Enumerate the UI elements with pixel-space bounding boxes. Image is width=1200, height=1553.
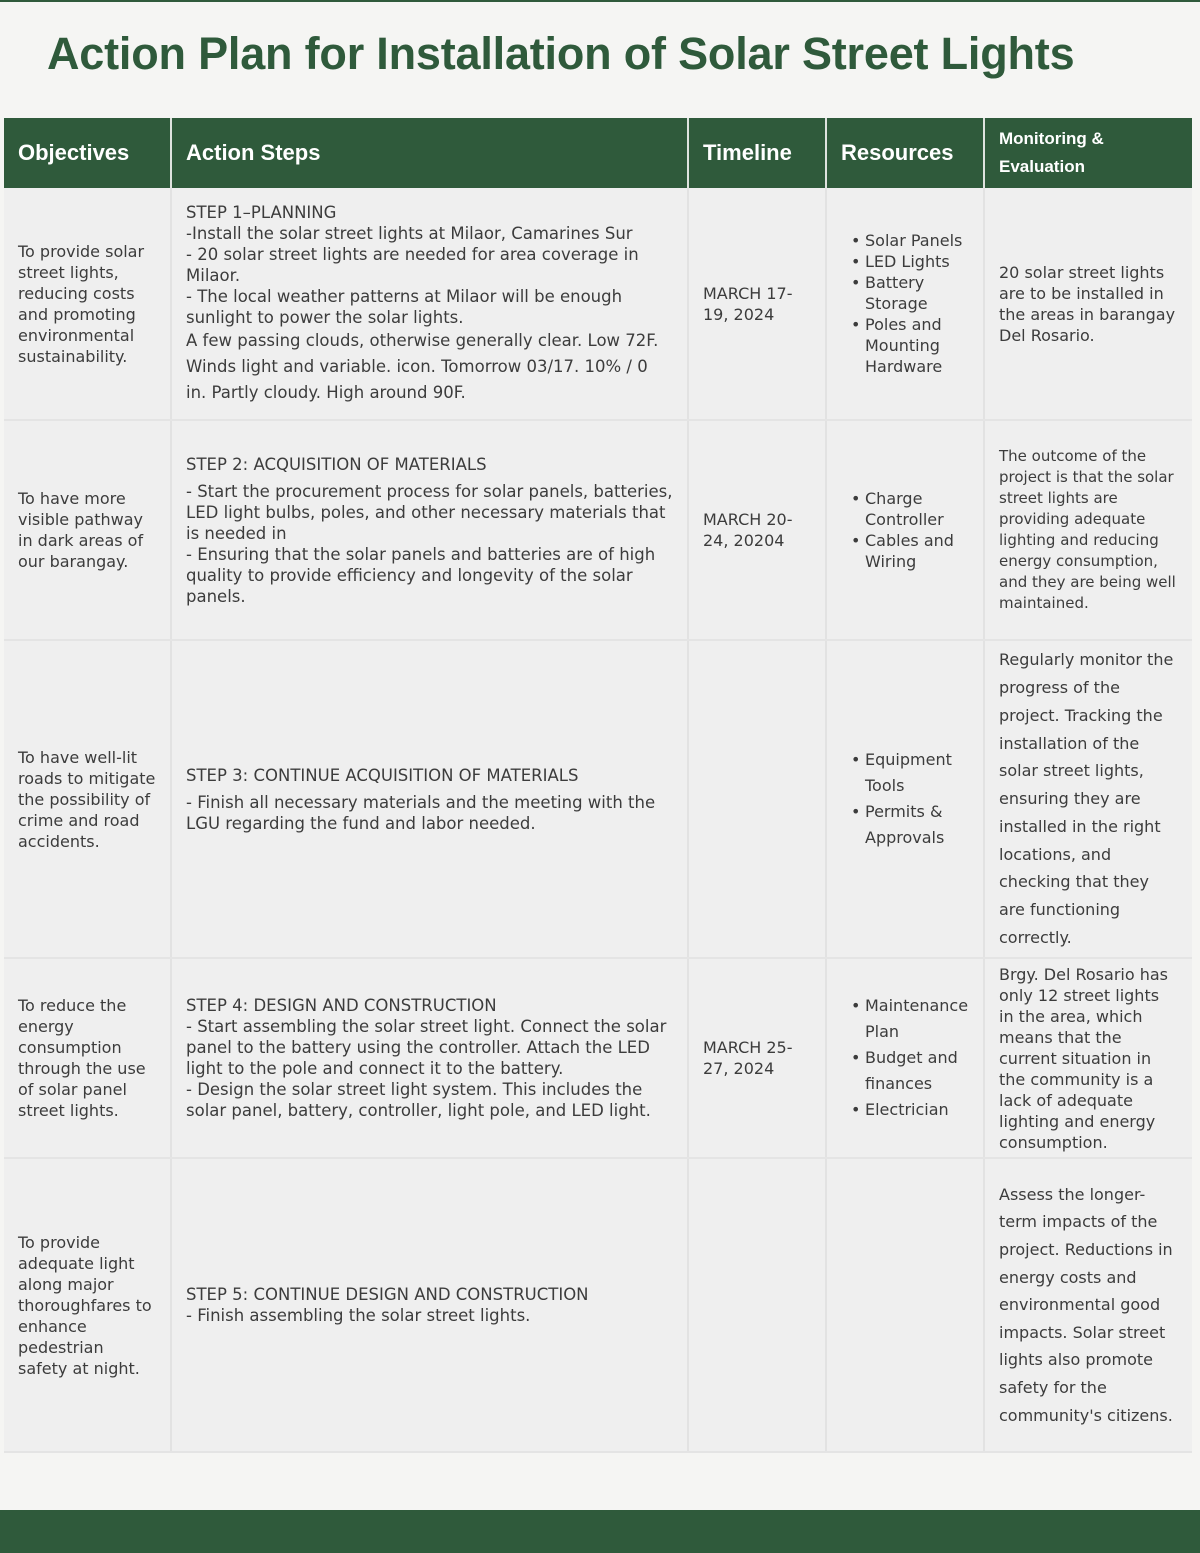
header-timeline: Timeline (688, 118, 826, 188)
monitoring-cell: Brgy. Del Rosario has only 12 street lights in the area, which means that the current situation in the community is a lack of adequate lighting and energy consumption. (984, 958, 1192, 1158)
resource-item: • Battery Storage (853, 272, 969, 314)
table-row (4, 1158, 1192, 1452)
action-steps-cell (171, 640, 688, 958)
objective-cell: To provide solar street lights, reducing costs and promoting environmental sustainability. (4, 188, 171, 420)
action-steps-cell (171, 420, 688, 640)
step-line: - Start assembling the solar street light. Connect the solar panel to the battery using the controller. Attach the LED light to the pole and connect it to the battery. (186, 1017, 667, 1078)
header-monitoring-evaluation: Monitoring & Evaluation (984, 118, 1192, 188)
step-title: STEP 5: CONTINUE DESIGN AND CONSTRUCTION (186, 1285, 589, 1304)
timeline-cell: MARCH 17-19, 2024 (688, 188, 826, 420)
timeline-cell (688, 1158, 826, 1452)
table-row (4, 188, 1192, 420)
resource-item: • Electrician (853, 1097, 969, 1123)
resource-list (841, 993, 969, 1123)
step-line: - Finish all necessary materials and the meeting with the LGU regarding the fund and labor needed. (186, 792, 656, 833)
table-row (4, 640, 1192, 958)
monitoring-cell: Assess the longer-term impacts of the project. Reductions in energy costs and environmental good impacts. Solar street lights also promote safety for the community's citizens. (984, 1158, 1192, 1452)
table-row (4, 420, 1192, 640)
resource-item: • Equipment Tools (853, 747, 969, 799)
objective-cell: To provide adequate light along major thoroughfares to enhance pedestrian safety at night. (4, 1158, 171, 1452)
resource-item: • Budget and finances (853, 1045, 969, 1097)
header-objectives: Objectives (4, 118, 171, 188)
monitoring-cell: The outcome of the project is that the solar street lights are providing adequate lighting and reducing energy consumption, and they are being well maintained. (984, 420, 1192, 640)
resources-cell (826, 188, 984, 420)
resource-list (841, 747, 969, 851)
resource-item: • Cables and Wiring (853, 530, 969, 572)
step-title: STEP 3: CONTINUE ACQUISITION OF MATERIALS (186, 765, 579, 785)
step-line: - Start the procurement process for solar panels, batteries, LED light bulbs, poles, and other necessary materials that is needed in (186, 481, 673, 543)
table-header-row (4, 118, 1192, 188)
action-plan-table (4, 118, 1192, 1453)
step-line: - Ensuring that the solar panels and batteries are of high quality to provide efficiency and longevity of the solar panels. (186, 544, 656, 606)
resources-cell (826, 420, 984, 640)
monitoring-cell: 20 solar street lights are to be installed in the areas in barangay Del Rosario. (984, 188, 1192, 420)
step-line: - Finish assembling the solar street lights. (186, 1306, 531, 1325)
page-title: Action Plan for Installation of Solar Street Lights (47, 28, 1075, 79)
timeline-cell (688, 640, 826, 958)
action-steps-cell (171, 1158, 688, 1452)
resources-cell (826, 958, 984, 1158)
action-steps-cell (171, 958, 688, 1158)
timeline-cell: MARCH 20-24, 20204 (688, 420, 826, 640)
timeline-cell: MARCH 25-27, 2024 (688, 958, 826, 1158)
step-line: -Install the solar street lights at Milaor, Camarines Sur (186, 223, 633, 243)
resource-item: • Permits & Approvals (853, 799, 969, 851)
step-line: - The local weather patterns at Milaor will be enough sunlight to power the solar lights. (186, 286, 623, 327)
monitoring-cell: Regularly monitor the progress of the project. Tracking the installation of the solar street lights, ensuring they are installed in the right locations, and checking that they are functioning correctly. (984, 640, 1192, 958)
table-row (4, 958, 1192, 1158)
resource-item: • Poles and Mounting Hardware (853, 314, 969, 377)
objective-cell: To have more visible pathway in dark areas of our barangay. (4, 420, 171, 640)
step-title: STEP 4: DESIGN AND CONSTRUCTION (186, 996, 497, 1015)
header-action-steps: Action Steps (171, 118, 688, 188)
resource-list (841, 230, 969, 377)
objective-cell: To have well-lit roads to mitigate the possibility of crime and road accidents. (4, 640, 171, 958)
step-line: - 20 solar street lights are needed for area coverage in Milaor. (186, 244, 639, 285)
header-resources: Resources (826, 118, 984, 188)
footer-bar (0, 1510, 1200, 1553)
step-line: - Design the solar street light system. This includes the solar panel, battery, controller, light pole, and LED light. (186, 1080, 651, 1120)
step-line: A few passing clouds, otherwise generally clear. Low 72F. Winds light and variable. icon. Tomorrow 03/17. 10% / 0 in. Partly cloudy. High around 90F. (186, 330, 659, 402)
top-rule (0, 0, 1200, 2)
action-steps-cell (171, 188, 688, 420)
resource-item: • Maintenance Plan (853, 993, 969, 1045)
step-title: STEP 1–PLANNING (186, 202, 337, 222)
resources-cell (826, 1158, 984, 1452)
objective-cell: To reduce the energy consumption through the use of solar panel street lights. (4, 958, 171, 1158)
resource-item: • Solar Panels (853, 230, 969, 251)
step-title: STEP 2: ACQUISITION OF MATERIALS (186, 454, 487, 474)
resource-item: • Charge Controller (853, 488, 969, 530)
resource-item: • LED Lights (853, 251, 969, 272)
resources-cell (826, 640, 984, 958)
resource-list (841, 488, 969, 572)
